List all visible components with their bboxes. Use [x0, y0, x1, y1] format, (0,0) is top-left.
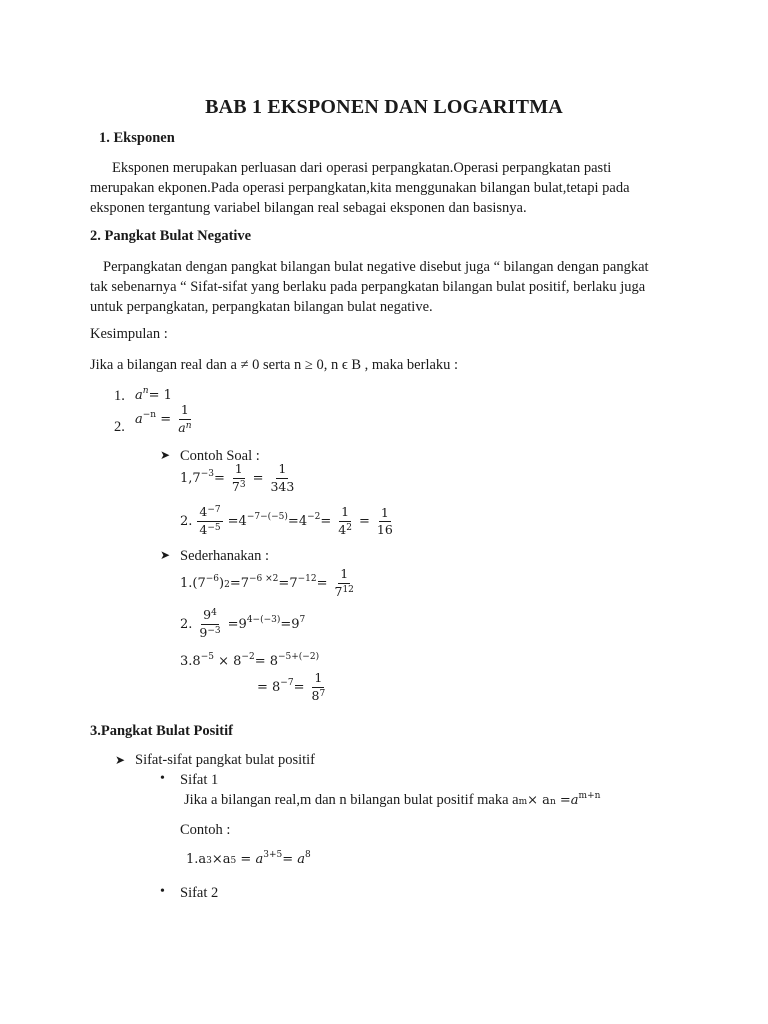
paragraph-line: merupakan ekponen.Pada operasi perpangkatan,kita menggunakan bilangan bulat,tetapi pada: [90, 180, 630, 196]
sifat-2-label: Sifat 2: [180, 885, 219, 901]
simplify-1-formula: $1.(7^{-6})2=7^{-6 \times 2}=7^{-12}=$ $\frac{1}{7^{12}}$: [180, 566, 354, 599]
arrow-bullet-icon: ➤: [160, 448, 171, 462]
example-1-formula: $1,7^{-3}=$ $\frac{1}{7^3}$ = $\frac{1}{343}$: [180, 461, 295, 494]
sifat-1-example-formula: $1.a3\times a5 = a^{3+5}= a^8$: [186, 850, 311, 867]
sifat-1-statement: Jika a bilangan real,m dan n bilangan bulat positif maka am× an $=a^{m+n}$: [184, 791, 601, 808]
rule-2-formula: $a^{-n}$ = $\frac{1}{a^n}$: [135, 402, 192, 435]
paragraph-line: tak sebenarnya “ Sifat-sifat yang berlaku pada perpangkatan bilangan bulat positif, berlaku juga: [90, 279, 646, 295]
section-heading-pangkat-bulat-positif: 3.Pangkat Bulat Positif: [90, 723, 233, 739]
simplify-3-result: = $8^{-7}=$ $\frac{1}{8^7}$: [257, 670, 326, 703]
contoh-soal-label: Contoh Soal :: [180, 448, 260, 464]
bullet-icon: •: [160, 771, 165, 786]
sifat-1-label: Sifat 1: [180, 772, 219, 788]
simplify-3-formula: $3.8^{-5} \times 8^{-2}= 8^{-5+(-2)}$: [180, 652, 320, 669]
paragraph-line: Eksponen merupakan perluasan dari operasi perpangkatan.Operasi perpangkatan pasti: [112, 160, 612, 176]
paragraph-line: untuk perpangkatan, perpangkatan bilangan bulat negative.: [90, 299, 433, 315]
contoh-label: Contoh :: [180, 822, 231, 838]
rule-1-formula: $a^n= 1$: [135, 386, 172, 403]
arrow-bullet-icon: ➤: [160, 548, 171, 562]
sederhanakan-label: Sederhanakan :: [180, 548, 269, 564]
list-number: 1.: [114, 388, 125, 404]
list-number: 2.: [114, 419, 125, 435]
sifat-intro: Sifat-sifat pangkat bulat positif: [135, 752, 316, 768]
paragraph-line: Perpangkatan dengan pangkat bilangan bulat negative disebut juga “ bilangan dengan pangkat: [103, 259, 649, 275]
paragraph-line: eksponen tergantung variabel bilangan real sebagai eksponen dan basisnya.: [90, 200, 527, 216]
arrow-bullet-icon: ➤: [115, 753, 126, 767]
kesimpulan-label: Kesimpulan :: [90, 326, 168, 342]
page-title: BAB 1 EKSPONEN DAN LOGARITMA: [205, 96, 563, 118]
condition-text: Jika a bilangan real dan a ≠ 0 serta n ≥ 0, n ϵ B , maka berlaku :: [90, 357, 459, 373]
sifat-1-text: Jika a bilangan real,m dan n bilangan bulat positif maka a: [184, 792, 519, 808]
bullet-icon: •: [160, 884, 165, 899]
section-heading-pangkat-bulat-negative: 2. Pangkat Bulat Negative: [90, 228, 252, 244]
example-2-formula: 2. $\frac{4^{-7}}{4^{-5}}$ $=4^{-7-(-5)}=4^{-2}=$ $\frac{1}{4^2}$ = $\frac{1}{16}$: [180, 504, 393, 537]
simplify-2-formula: 2. $\frac{9^4}{9^{-3}}$ $=9^{4-(-3)}=9^7$: [180, 607, 306, 640]
section-heading-eksponen: 1. Eksponen: [99, 130, 175, 146]
